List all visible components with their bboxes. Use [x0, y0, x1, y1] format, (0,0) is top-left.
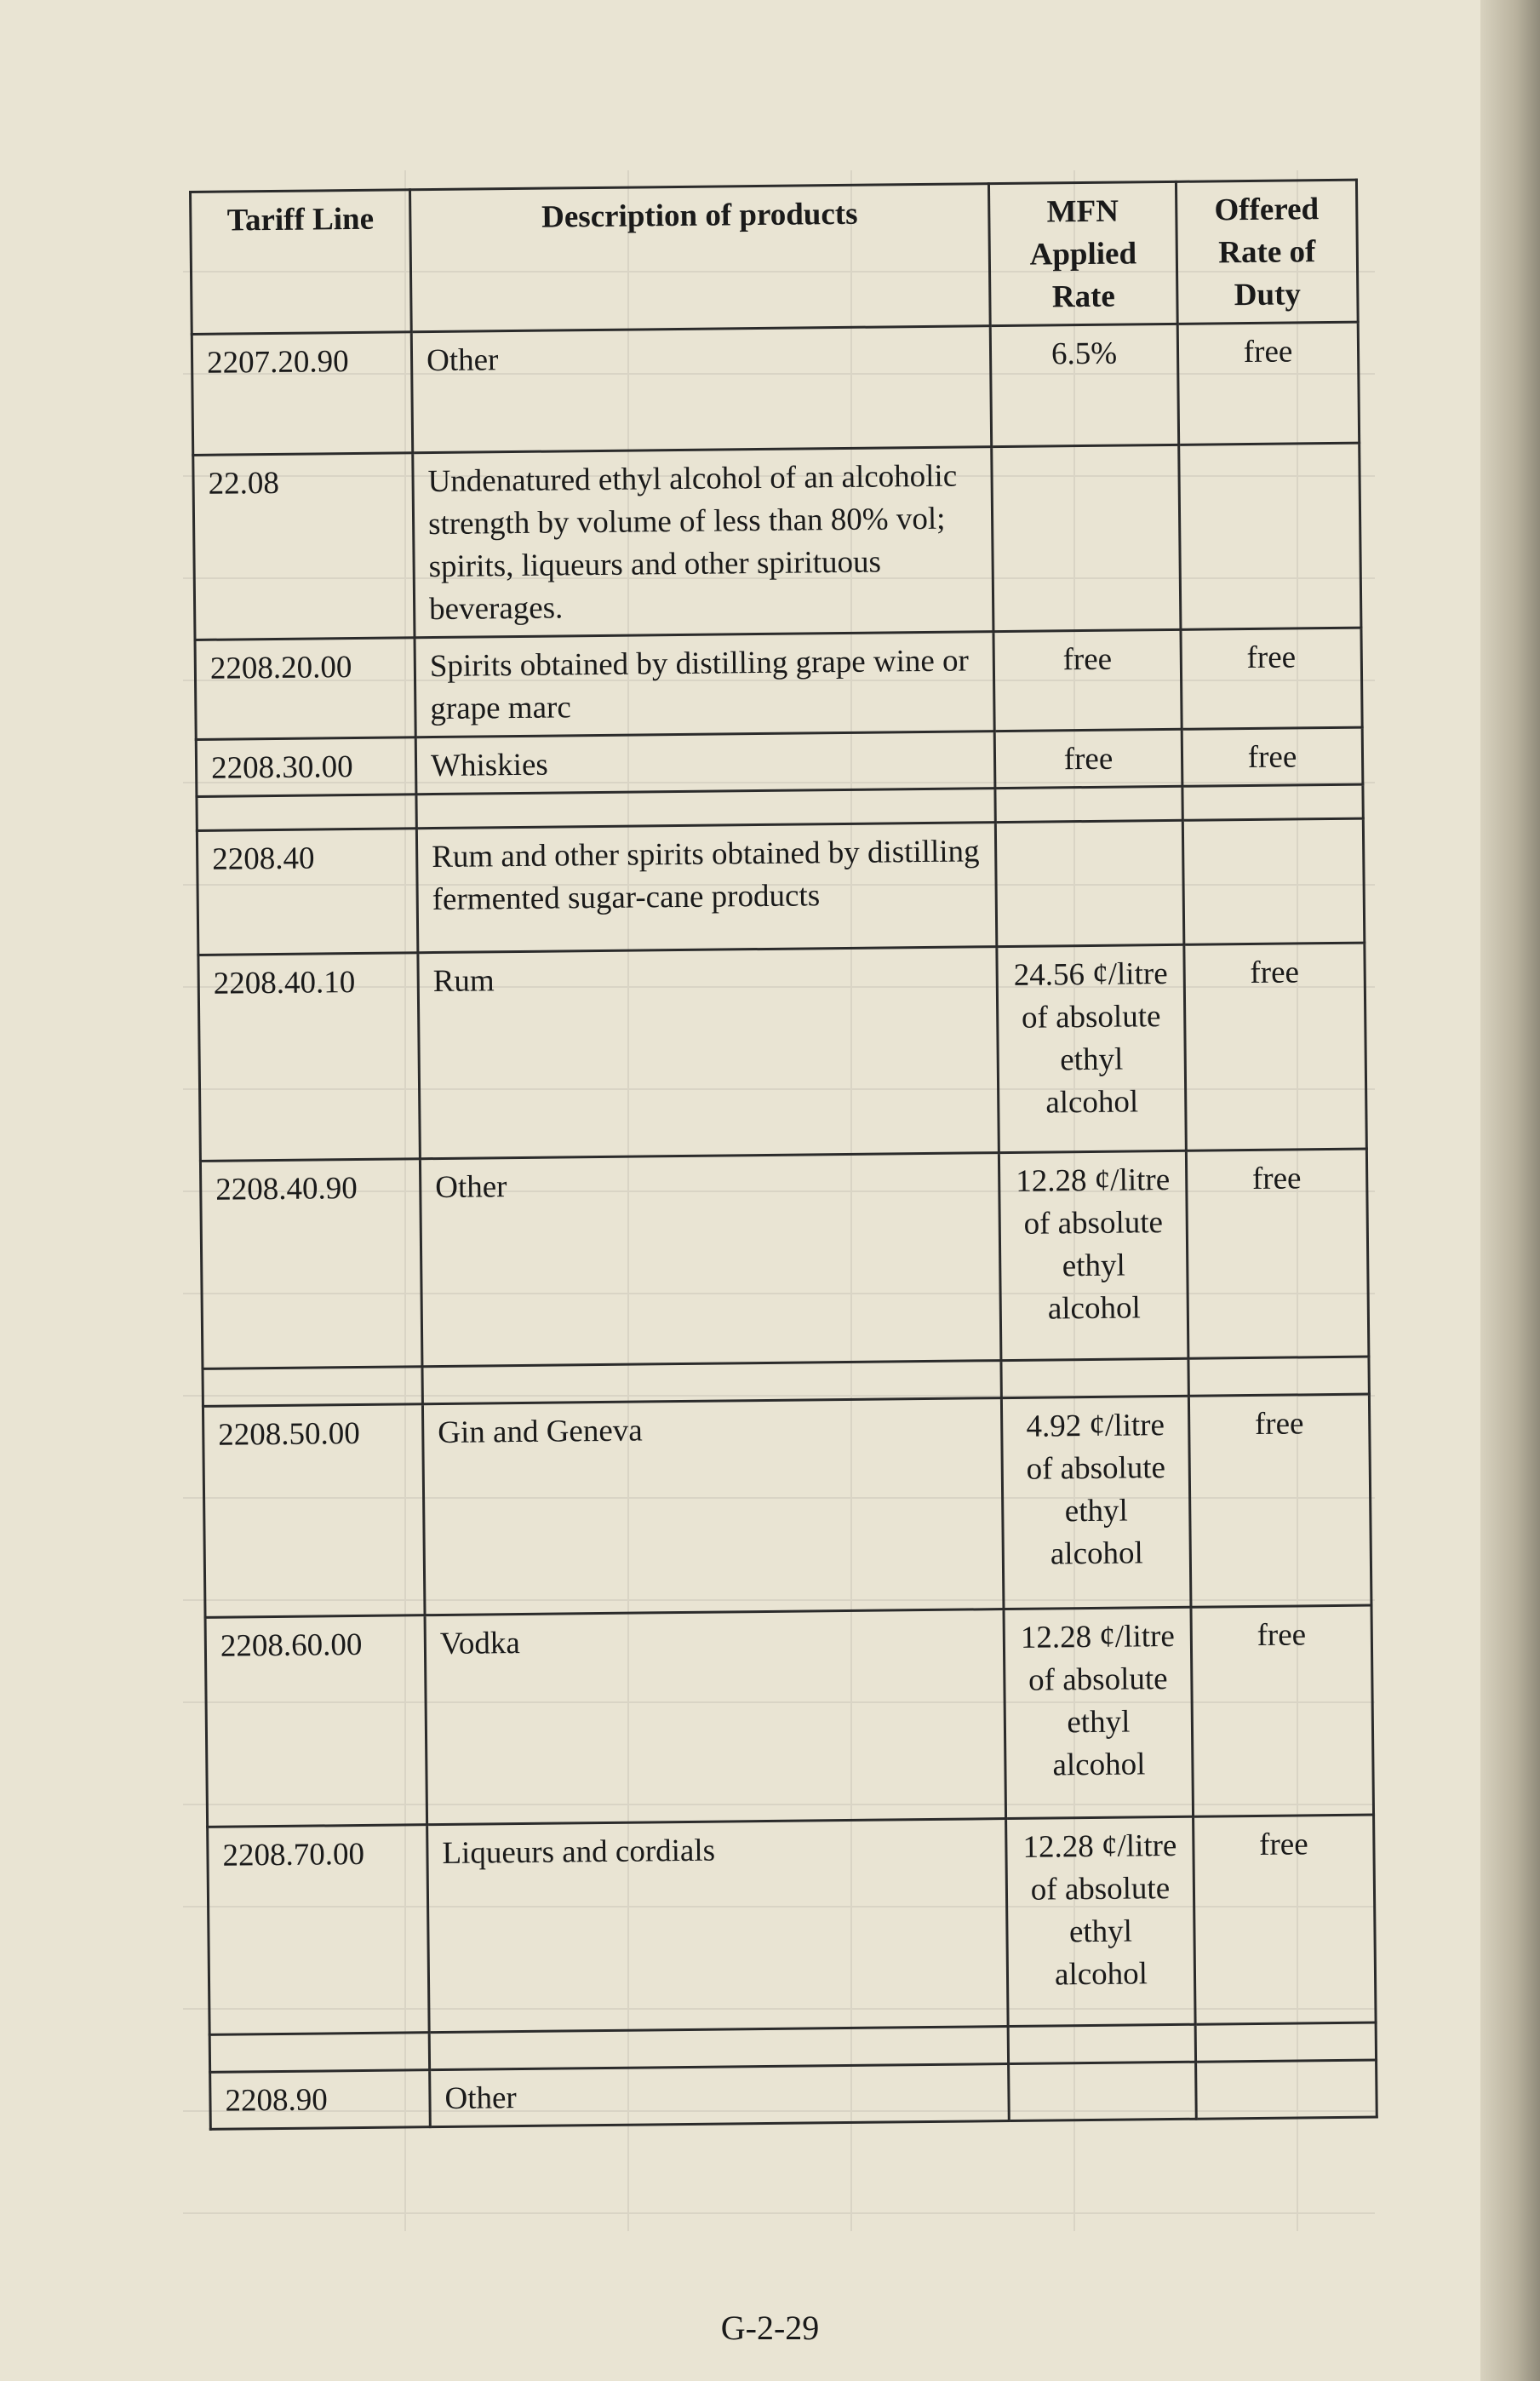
cell-mfn-rate	[1009, 2062, 1197, 2120]
cell-mfn-rate	[1008, 2024, 1195, 2063]
cell-tariff-line: 2208.70.00	[208, 1825, 430, 2035]
table-row	[197, 818, 1364, 955]
table-row	[198, 943, 1366, 1161]
cell-description	[416, 789, 995, 829]
cell-mfn-rate: free	[994, 729, 1182, 788]
cell-mfn-rate: 6.5%	[990, 324, 1178, 446]
cell-offered-rate: free	[1181, 628, 1362, 729]
cell-description: Spirits obtained by distilling grape wine or grape marc	[415, 632, 994, 737]
cell-description: Rum	[418, 947, 999, 1159]
header-mfn-rate: MFN Applied Rate	[988, 181, 1177, 325]
cell-tariff-line: 2208.20.00	[195, 638, 415, 740]
cell-offered-rate: free	[1191, 1605, 1374, 1816]
cell-offered-rate	[1195, 2022, 1376, 2062]
cell-tariff-line	[197, 795, 416, 831]
cell-mfn-rate: free	[993, 629, 1182, 731]
table-row	[193, 443, 1361, 640]
page-edge	[1480, 0, 1540, 2381]
cell-description	[422, 1361, 1001, 1404]
table-row	[208, 1815, 1376, 2034]
cell-mfn-rate: 12.28 ¢/litre of absolute ethyl alcohol	[999, 1150, 1188, 1360]
cell-description: Gin and Geneva	[422, 1398, 1004, 1615]
cell-description: Other	[430, 2064, 1010, 2127]
cell-mfn-rate: 24.56 ¢/litre of absolute ethyl alcohol	[997, 944, 1187, 1152]
cell-offered-rate: free	[1194, 1815, 1377, 2024]
cell-description: Other	[420, 1153, 1001, 1367]
cell-mfn-rate	[1001, 1358, 1188, 1397]
cell-description: Undenatured ethyl alcohol of an alcoholic strength by volume of less than 80% vol; spirits, liqueurs and other spirituous beverages.	[413, 447, 993, 638]
cell-tariff-line: 2208.50.00	[203, 1404, 425, 1618]
cell-offered-rate	[1179, 443, 1361, 629]
table-row	[192, 322, 1359, 455]
table-row	[203, 1394, 1371, 1617]
table-row	[210, 2060, 1377, 2129]
cell-offered-rate: free	[1188, 1394, 1371, 1607]
cell-tariff-line: 2208.40	[197, 829, 418, 955]
cell-mfn-rate: 4.92 ¢/litre of absolute ethyl alcohol	[1001, 1396, 1191, 1609]
header-offered-rate: Offered Rate of Duty	[1176, 180, 1358, 324]
cell-offered-rate: free	[1186, 1149, 1369, 1358]
cell-tariff-line: 2208.40.10	[198, 953, 421, 1162]
table-row	[195, 628, 1362, 739]
cell-description: Rum and other spirits obtained by distilling fermented sugar-cane products	[416, 823, 996, 953]
cell-mfn-rate: 12.28 ¢/litre of absolute ethyl alcohol	[1004, 1607, 1194, 1818]
cell-offered-rate: free	[1182, 727, 1363, 786]
header-tariff-line: Tariff Line	[191, 190, 412, 335]
cell-tariff-line: 2208.30.00	[196, 737, 416, 797]
table-header-row	[191, 180, 1359, 334]
cell-mfn-rate	[995, 820, 1184, 946]
cell-tariff-line	[209, 2033, 429, 2073]
tariff-sheet	[189, 179, 1376, 2131]
cell-tariff-line: 2208.40.90	[200, 1159, 422, 1369]
cell-offered-rate: free	[1184, 943, 1367, 1150]
cell-mfn-rate	[995, 786, 1182, 822]
cell-tariff-line	[203, 1367, 422, 1407]
cell-description: Whiskies	[415, 732, 995, 795]
header-description: Description of products	[410, 184, 991, 332]
cell-mfn-rate	[992, 445, 1181, 631]
page-number: G-2-29	[720, 2309, 820, 2347]
cell-tariff-line: 2207.20.90	[192, 332, 412, 456]
cell-tariff-line: 22.08	[193, 453, 415, 640]
cell-mfn-rate: 12.28 ¢/litre of absolute ethyl alcohol	[1006, 1816, 1196, 2026]
cell-description: Liqueurs and cordials	[427, 1819, 1009, 2033]
table-row	[200, 1149, 1368, 1368]
cell-description	[429, 2027, 1008, 2070]
cell-tariff-line: 2208.60.00	[205, 1615, 427, 1827]
cell-offered-rate	[1182, 784, 1363, 820]
cell-offered-rate	[1196, 2060, 1377, 2119]
tariff-table	[189, 179, 1378, 2131]
cell-description: Other	[411, 326, 991, 453]
cell-description: Vodka	[425, 1609, 1006, 1825]
cell-offered-rate	[1188, 1357, 1369, 1396]
table-row	[205, 1605, 1374, 1827]
cell-tariff-line: 2208.90	[210, 2070, 431, 2130]
cell-offered-rate	[1182, 818, 1365, 944]
cell-offered-rate: free	[1177, 322, 1359, 445]
